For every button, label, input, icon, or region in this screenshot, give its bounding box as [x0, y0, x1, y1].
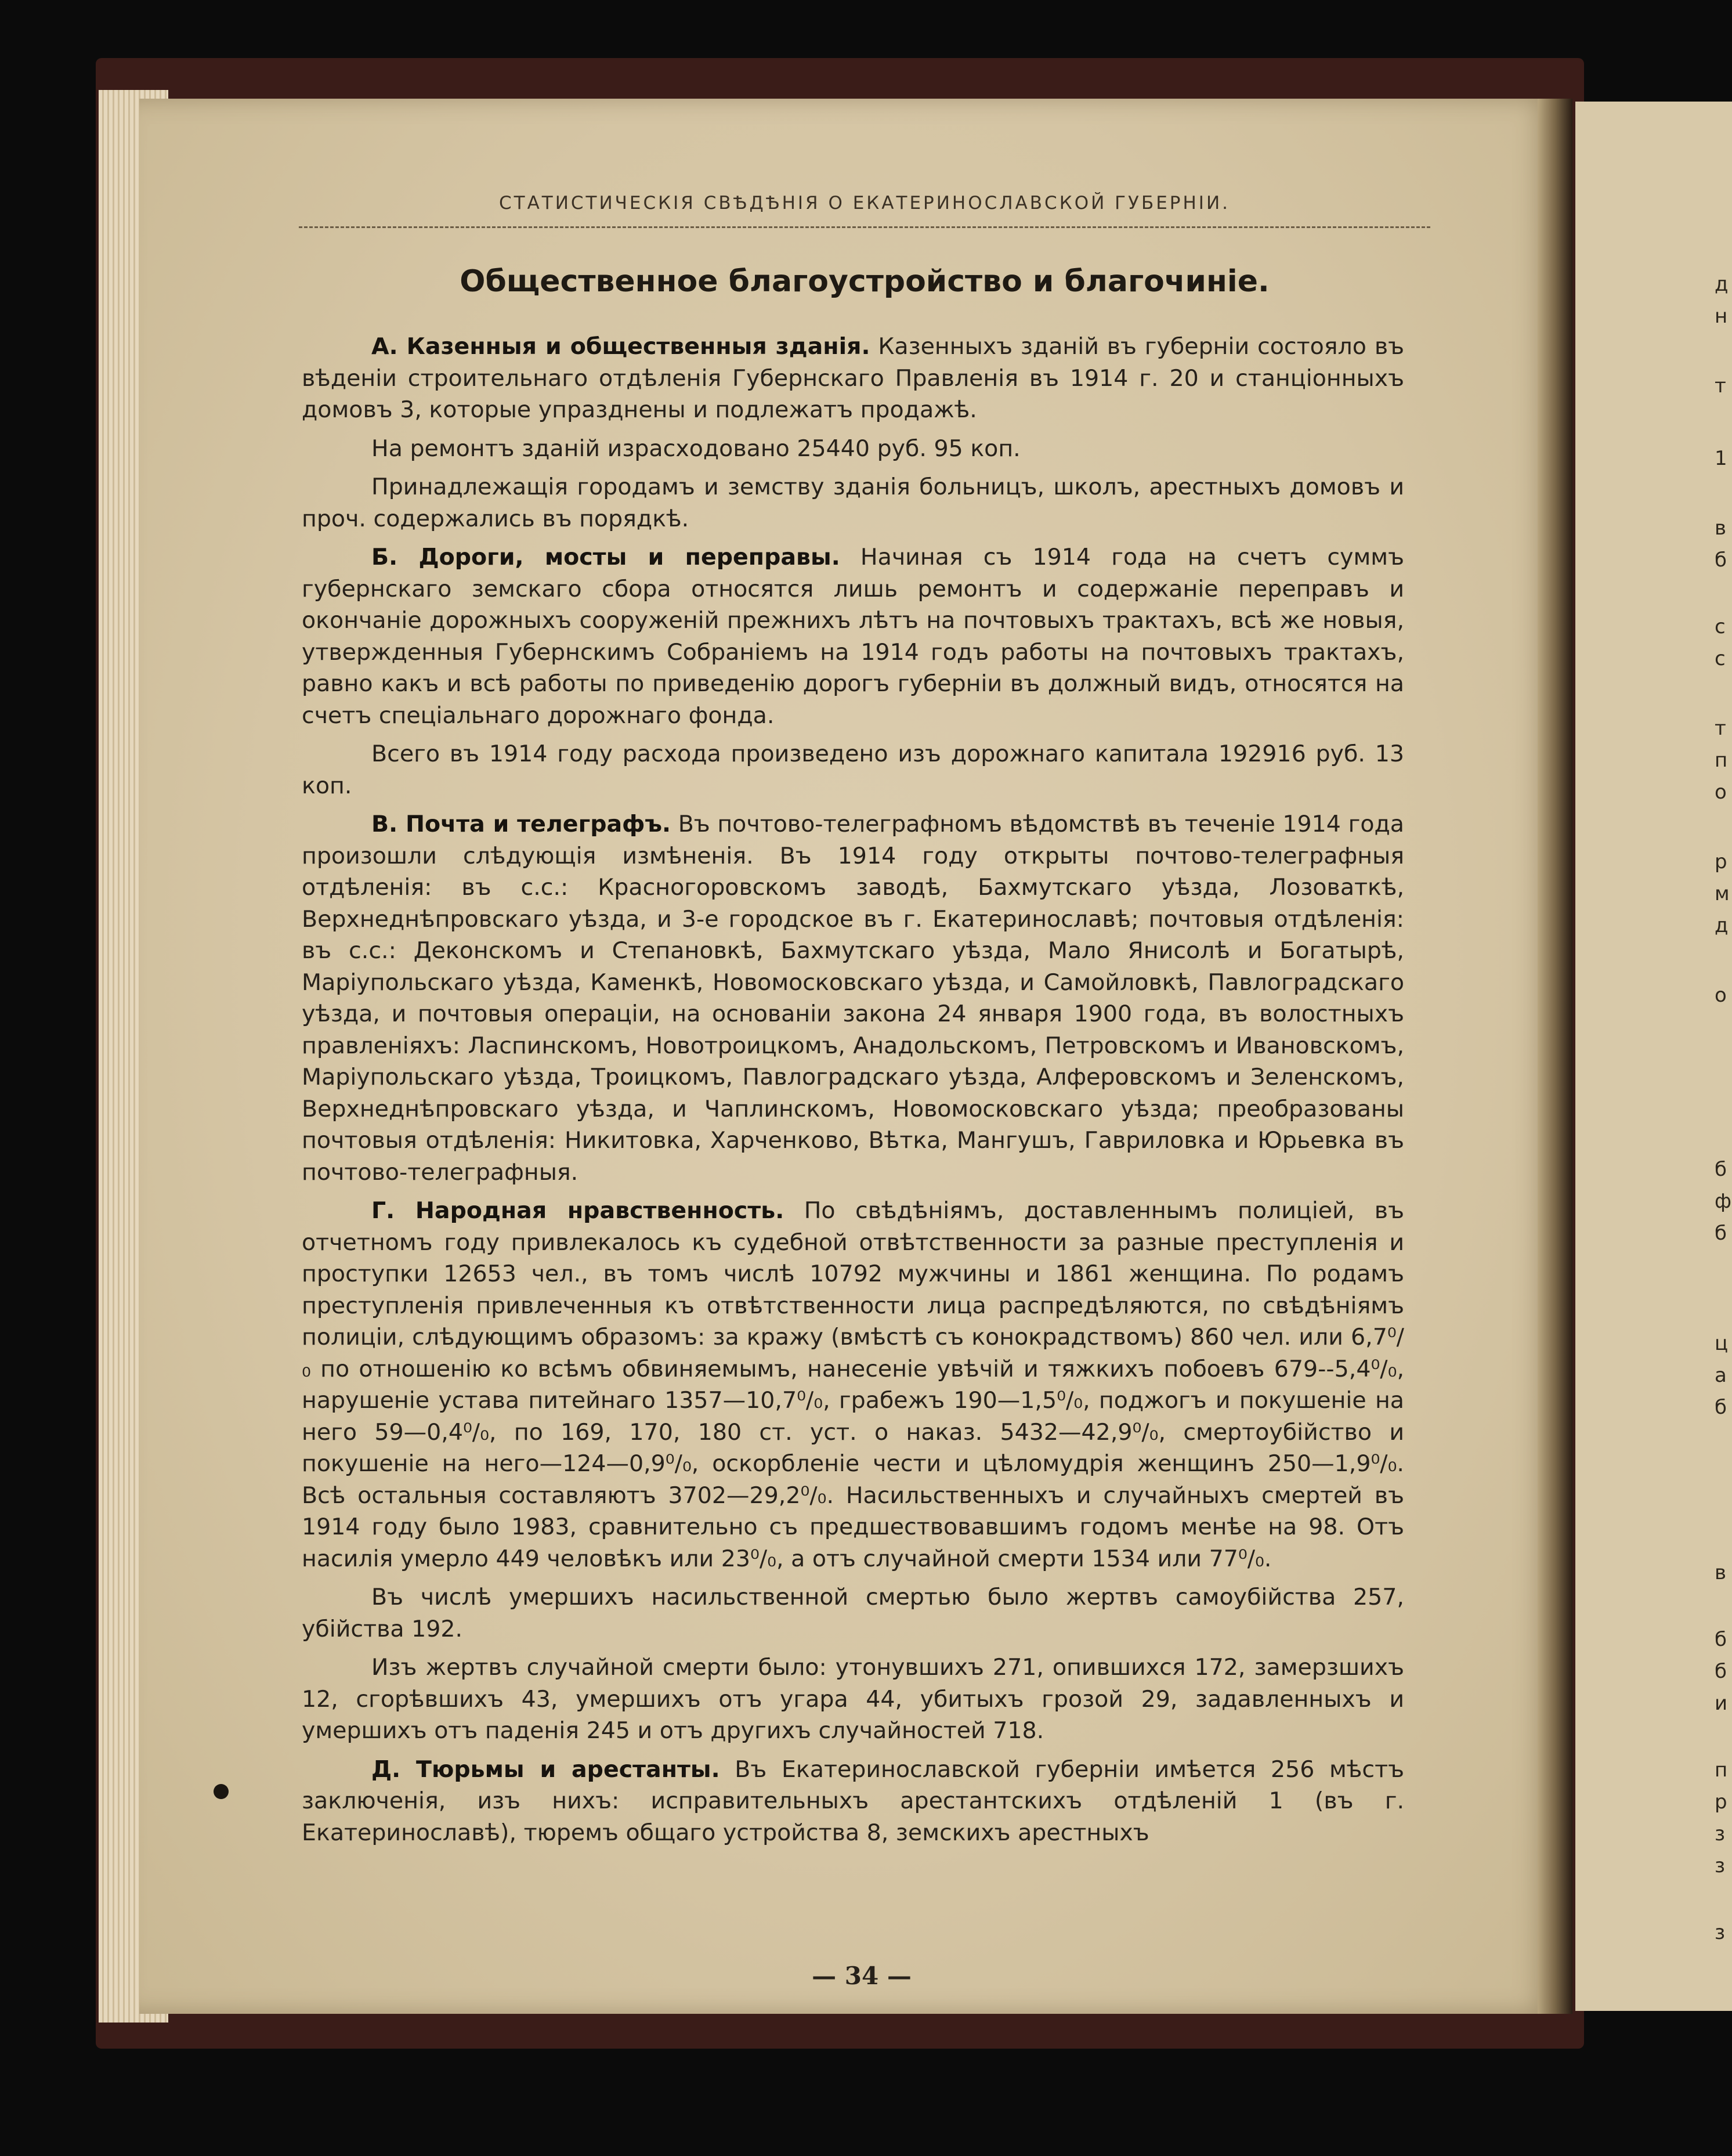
right-page-fragment: ц [1715, 1332, 1729, 1355]
section-heading: Б. Дороги, мосты и переправы. [371, 544, 840, 570]
right-page-fragment: б [1715, 1396, 1727, 1419]
right-page-fragment: о [1715, 781, 1727, 804]
section-heading: Г. Народная нравственность. [371, 1197, 784, 1224]
right-page-fragment: а [1715, 1364, 1727, 1387]
right-page-fragment: ф [1715, 1190, 1732, 1213]
paragraph: Въ числѣ умершихъ насильственной смертью было жертвъ самоубійства 257, убійства 192. [302, 1584, 1404, 1642]
right-page-fragment: д [1715, 273, 1729, 296]
paragraph: А. Казенныя и общественныя зданія. Казенныхъ зданій въ губерніи состояло въ вѣденіи строительнаго отдѣленія Губернскаго Правленія въ 1914 г. 20 и станціонныхъ домовъ 3, которые упразднены и подлежатъ продажѣ. [302, 333, 1405, 423]
body-text [302, 331, 1404, 1855]
paragraph: В. Почта и телеграфъ. Въ почтово-телеграфномъ вѣдомствѣ въ теченіе 1914 года произошли слѣдующія измѣненія. Въ 1914 году открыты почтово-телеграфныя отдѣленія: въ с.с.: Красногоровскомъ заводѣ, Бахмутскаго уѣзда, Лозоваткѣ, Верхнеднѣпровскаго уѣзда, и 3-е городское въ г. Екатеринославѣ; почтовыя отдѣленія: въ с.с.: Деконскомъ и Степановкѣ, Бахмутскаго уѣзда, Мало Янисолѣ и Богатырѣ, Маріупольскаго уѣзда, Каменкѣ, Новомосковскаго уѣзда, и Самойловкѣ, Павлоградскаго уѣзда, и почтовыя операціи, на основаніи закона 24 января 1900 года, въ волостныхъ правленіяхъ: Ласпинскомъ, Новотроицкомъ, Анадольскомъ, Петровскомъ и Ивановскомъ, Маріупольскаго уѣзда, Троицкомъ, Павлоградскаго уѣзда, Алферовскомъ и Зеленскомъ, Верхнеднѣпровскаго уѣзда, и Чаплинскомъ, Новомосковскаго уѣзда; преобразованы почтовыя отдѣленія: Никитовка, Харченково, Вѣтка, Мангушъ, Гавриловка и Юрьевка въ почтово-телеграфныя. [302, 811, 1405, 1186]
right-page-fragment: и [1715, 1692, 1728, 1715]
section-heading: Д. Тюрьмы и арестанты. [371, 1756, 720, 1783]
right-page-fragment: б [1715, 1158, 1727, 1181]
right-page-fragment: 1 [1715, 447, 1727, 470]
page-title: Общественное благоустройство и благочиніе. [460, 264, 1270, 299]
right-page-fragment: р [1715, 1790, 1727, 1814]
right-page-fragment: б [1715, 1628, 1727, 1651]
right-page-fragment: р [1715, 850, 1727, 873]
right-page-fragment: з [1715, 1854, 1726, 1877]
right-page-fragment: с [1715, 615, 1726, 638]
header-rule [299, 226, 1430, 228]
right-page-fragment: п [1715, 1758, 1728, 1782]
right-page-fragment: в [1715, 1561, 1727, 1584]
page-number: — 34 — [812, 1962, 912, 1990]
right-page-fragment: н [1715, 305, 1728, 328]
paragraph: Б. Дороги, мосты и переправы. Начиная съ 1914 года на счетъ суммъ губернскаго земскаго сбора относятся лишь ремонтъ и содержаніе переправъ и окончаніе дорожныхъ сооруженій прежнихъ лѣтъ на почтовыхъ трактахъ, всѣ же новыя, утвержденныя Губернскимъ Собраніемъ на 1914 годъ работы на почтовыхъ трактахъ, равно какъ и всѣ работы по приведенію дорогъ губерніи въ должный видъ, относятся на счетъ спеціальнаго дорожнаго фонда. [302, 544, 1404, 729]
right-page-fragment: б [1715, 1660, 1727, 1683]
book-gutter [1538, 99, 1572, 2014]
right-page-fragment: з [1715, 1921, 1726, 1944]
right-page-fragment: т [1715, 717, 1726, 740]
paragraph: Всего въ 1914 году расхода произведено изъ дорожнаго капитала 192916 руб. 13 коп. [302, 741, 1404, 799]
right-page-fragment: д [1715, 914, 1729, 937]
right-page-fragment: м [1715, 882, 1730, 905]
right-page-fragment: т [1715, 374, 1726, 398]
right-page [1575, 102, 1732, 2011]
right-page-fragment: б [1715, 548, 1727, 572]
running-head: СТАТИСТИЧЕСКІЯ СВѢДѢНІЯ О ЕКАТЕРИНОСЛАВСКОЙ ГУБЕРНІИ. [498, 193, 1230, 214]
right-page-fragment: в [1715, 517, 1727, 540]
right-page-fragment: п [1715, 749, 1728, 772]
paragraph: Г. Народная нравственность. По свѣдѣніямъ, доставленнымъ полиціей, въ отчетномъ году привлекалось къ судебной отвѣтственности за разные преступленія и проступки 12653 чел., въ томъ числѣ 10792 мужчины и 1861 женщина. По родамъ преступленія привлеченныя къ отвѣтственности лица распредѣляются, по свѣдѣніямъ полиціи, слѣдующимъ образомъ: за кражу (вмѣстѣ съ конокрадствомъ) 860 чел. или 6,7⁰/₀ по отношенію ко всѣмъ обвиняемымъ, нанесеніе увѣчій и тяжкихъ побоевъ 679--5,4⁰/₀, нарушеніе устава питейнаго 1357—10,7⁰/₀, грабежъ 190—1,5⁰/₀, поджогъ и покушеніе на него 59—0,4⁰/₀, по 169, 170, 180 ст. уст. о наказ. 5432—42,9⁰/₀, смертоубійство и покушеніе на него—124—0,9⁰/₀, оскорбленіе чести и цѣломудрія женщинъ 250—1,9⁰/₀. Всѣ остальныя составляютъ 3702—29,2⁰/₀. Насильственныхъ и случайныхъ смертей въ 1914 году было 1983, сравнительно съ предшествовавшимъ годомъ менѣе на 98. Отъ насилія умерло 449 человѣкъ или 23⁰/₀, а отъ случайной смерти 1534 или 77⁰/₀. [302, 1197, 1404, 1572]
paragraph: На ремонтъ зданій израсходовано 25440 руб. 95 коп. [371, 435, 1021, 462]
paragraph: Изъ жертвъ случайной смерти было: утонувшихъ 271, опившихся 172, замерзшихъ 12, сгорѣвшихъ 43, умершихъ отъ угара 44, убитыхъ грозой 29, задавленныхъ и умершихъ отъ паденія 245 и отъ другихъ случайностей 718. [302, 1654, 1404, 1744]
right-page-fragment: б [1715, 1222, 1727, 1245]
paragraph: Д. Тюрьмы и арестанты. Въ Екатеринославской губерніи имѣется 256 мѣстъ заключенія, изъ нихъ: исправительныхъ арестантскихъ отдѣленій 1 (въ г. Екатеринославѣ), тюремъ общаго устройства 8, земскихъ арестныхъ [302, 1756, 1404, 1846]
section-heading: В. Почта и телеграфъ. [371, 811, 671, 837]
right-page-fragment: з [1715, 1822, 1726, 1846]
right-page-fragment: о [1715, 984, 1727, 1007]
ink-spot [214, 1784, 229, 1799]
section-heading: А. Казенныя и общественныя зданія. [371, 333, 870, 360]
right-page-fragment: с [1715, 647, 1726, 670]
paragraph: Принадлежащія городамъ и земству зданія больницъ, школъ, арестныхъ домовъ и проч. содержались въ порядкѣ. [302, 474, 1404, 532]
